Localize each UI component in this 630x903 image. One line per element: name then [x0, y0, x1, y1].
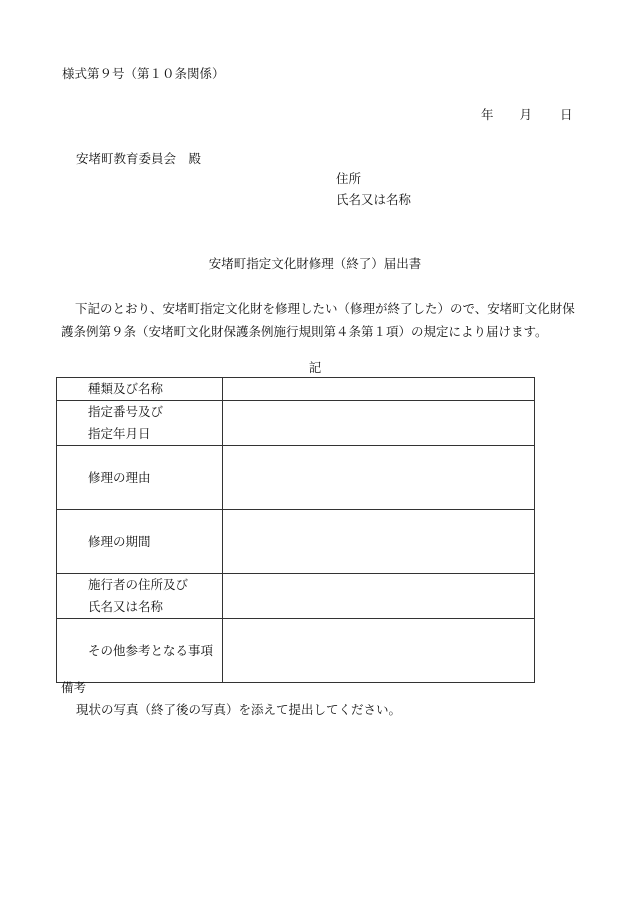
row-label	[57, 378, 223, 401]
table-row	[57, 619, 535, 683]
table-row	[57, 401, 535, 446]
table-row	[57, 446, 535, 510]
label-designation-number: 指定番号及び	[88, 404, 164, 419]
ki-heading: 記	[308, 360, 322, 375]
label-designation-date: 指定年月日	[88, 426, 151, 441]
label-contractor-address: 施行者の住所及び	[88, 577, 189, 592]
label-type-and-name: 種類及び名称	[88, 381, 164, 396]
date-month-label: 月	[519, 107, 533, 122]
row-value-repair-reason[interactable]	[223, 446, 535, 510]
date-year-label: 年	[481, 107, 494, 122]
addressee: 安堵町教育委員会 殿	[76, 151, 202, 166]
label-repair-period: 修理の期間	[88, 533, 151, 549]
row-value-contractor[interactable]	[223, 574, 535, 619]
table-row	[57, 510, 535, 574]
row-value-type-and-name[interactable]	[223, 378, 535, 401]
body-line-1: 下記のとおり、安堵町指定文化財を修理したい（修理が終了した）ので、安堵町文化財保	[75, 301, 575, 316]
row-label	[57, 510, 223, 574]
notes-heading: 備考	[61, 680, 87, 695]
label-other-reference: その他参考となる事項	[88, 642, 214, 658]
label-contractor-name: 氏名又は名称	[88, 599, 164, 614]
body-line-2: 護条例第９条（安堵町文化財保護条例施行規則第４条第１項）の規定により届けます。	[61, 324, 548, 339]
row-label	[57, 574, 223, 619]
row-label	[57, 401, 223, 446]
name-label: 氏名又は名称	[336, 192, 412, 207]
address-label: 住所	[336, 171, 362, 186]
table-row	[57, 574, 535, 619]
document-title: 安堵町指定文化財修理（終了）届出書	[208, 256, 422, 271]
label-repair-reason: 修理の理由	[88, 469, 151, 485]
form-number: 様式第９号（第１０条関係）	[62, 66, 225, 81]
date-line	[481, 109, 573, 122]
row-value-repair-period[interactable]	[223, 510, 535, 574]
body-paragraph	[61, 297, 581, 343]
row-label	[57, 619, 223, 683]
date-day-label: 日	[560, 107, 573, 122]
row-value-other-reference[interactable]	[223, 619, 535, 683]
table-row	[57, 378, 535, 401]
notes-text: 現状の写真（終了後の写真）を添えて提出してください。	[76, 702, 402, 717]
row-label	[57, 446, 223, 510]
record-table	[56, 377, 535, 683]
row-value-designation[interactable]	[223, 401, 535, 446]
